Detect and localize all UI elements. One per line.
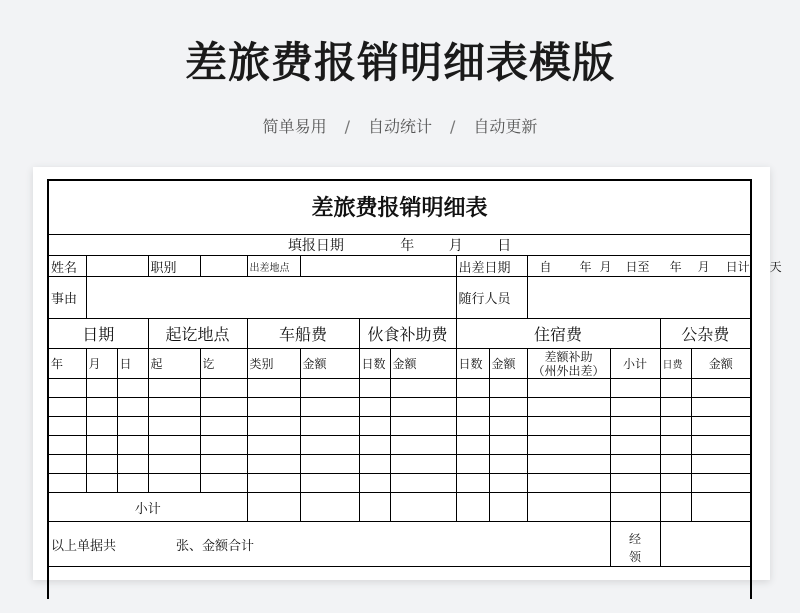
companions-label: 随行人员: [456, 277, 527, 319]
trip-dates-field[interactable]: [527, 256, 782, 277]
companions-field[interactable]: [527, 277, 750, 319]
group-meals: 伙食补助费: [359, 319, 456, 349]
fill-date-month: 月: [448, 238, 463, 254]
group-route: 起讫地点: [148, 319, 247, 349]
reason-label: 事由: [49, 277, 86, 319]
col-meal-days: 日数: [359, 349, 390, 379]
group-lodging: 住宿费: [456, 319, 660, 349]
name-label: 姓名: [49, 256, 86, 277]
subtitle-tags: 简单易用 / 自动统计 / 自动更新: [262, 117, 538, 136]
handler-line1: 经: [628, 532, 641, 546]
diff-subsidy-label: 差额补助: [544, 349, 593, 364]
fill-date-row: [49, 235, 750, 256]
subtotal-label: 小计: [49, 493, 247, 522]
form-title: 差旅费报销明细表: [49, 181, 750, 235]
col-year: 年: [49, 349, 86, 379]
trip-year1: 年: [579, 259, 592, 274]
col-from: 起: [148, 349, 200, 379]
receipts-prefix: 以上单据共: [51, 538, 117, 554]
fill-date-year: 年: [400, 238, 415, 254]
fill-date-day: 日: [497, 238, 512, 254]
tag-auto-update: 自动更新: [473, 117, 538, 136]
reason-field[interactable]: [86, 277, 456, 319]
col-misc-amount: 金额: [691, 349, 750, 379]
table-row[interactable]: [49, 474, 750, 493]
col-month: 月: [86, 349, 117, 379]
col-category: 类别: [247, 349, 300, 379]
receipts-row: [49, 522, 610, 567]
tag-auto-stat: 自动统计: [367, 117, 432, 136]
col-meal-amount: 金额: [390, 349, 456, 379]
location-field[interactable]: [300, 256, 456, 277]
col-diff-subsidy: [527, 349, 610, 379]
table-row[interactable]: [49, 455, 750, 474]
table-row[interactable]: [49, 436, 750, 455]
fill-date-label: 填报日期: [287, 238, 344, 254]
position-field[interactable]: [200, 256, 247, 277]
col-day: 日: [117, 349, 148, 379]
trip-day-to: 日至: [625, 259, 650, 274]
table-row[interactable]: [49, 379, 750, 398]
handler-field[interactable]: [660, 522, 750, 567]
col-lodge-days: 日数: [456, 349, 489, 379]
trip-month2: 月: [697, 259, 710, 274]
page-title: 差旅费报销明细表模版: [184, 38, 615, 87]
col-to: 讫: [200, 349, 247, 379]
location-label: 出差地点: [247, 256, 300, 277]
handler-line2: 领: [628, 550, 641, 564]
diff-subsidy-note: （州外出差）: [532, 363, 605, 378]
tag-easy: 简单易用: [262, 117, 327, 136]
handler-label: [610, 522, 660, 567]
trip-days: 天: [769, 259, 782, 274]
name-field[interactable]: [86, 256, 148, 277]
form-table: [49, 235, 782, 567]
table-row[interactable]: [49, 398, 750, 417]
position-label: 职别: [148, 256, 200, 277]
col-transport-amount: 金额: [300, 349, 359, 379]
group-transport: 车船费: [247, 319, 359, 349]
receipts-suffix: 张、金额合计: [176, 538, 255, 554]
trip-year2: 年: [669, 259, 682, 274]
trip-from: 自: [539, 259, 552, 274]
trip-day-total: 日计: [725, 259, 750, 274]
document-sheet: [33, 167, 782, 580]
trip-month1: 月: [599, 259, 612, 274]
table-row[interactable]: [49, 417, 750, 436]
col-lodge-subtotal: 小计: [610, 349, 660, 379]
group-date: 日期: [49, 319, 148, 349]
col-lodge-amount: 金额: [489, 349, 527, 379]
expense-form: [47, 179, 782, 599]
trip-dates-label: 出差日期: [456, 256, 527, 277]
group-misc: 公杂费: [660, 319, 750, 349]
col-misc-days: 日费: [660, 349, 691, 379]
